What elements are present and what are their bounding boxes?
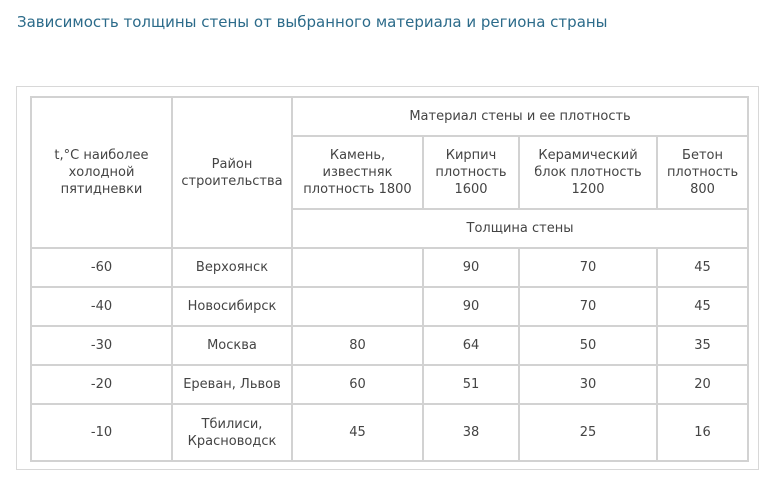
region-cell: Ереван, Львов xyxy=(172,365,292,404)
stone-cell xyxy=(292,287,423,326)
concrete-cell: 35 xyxy=(657,326,748,365)
concrete-cell: 45 xyxy=(657,248,748,287)
brick-cell: 51 xyxy=(423,365,519,404)
page-title: Зависимость толщины стены от выбранного материала и региона страны xyxy=(17,13,608,31)
stone-cell: 60 xyxy=(292,365,423,404)
table-row xyxy=(31,404,748,461)
ceramic-cell: 70 xyxy=(519,248,657,287)
stone-cell xyxy=(292,248,423,287)
temp-cell: -60 xyxy=(31,248,172,287)
concrete-cell: 20 xyxy=(657,365,748,404)
thickness-group-header: Толщина стены xyxy=(292,209,748,248)
material-header-stone: Камень, известняк плотность 1800 xyxy=(292,136,423,209)
material-header-ceramic: Керамический блок плотность 1200 xyxy=(519,136,657,209)
table-row xyxy=(31,248,748,287)
table-row xyxy=(31,287,748,326)
ceramic-cell: 50 xyxy=(519,326,657,365)
temp-cell: -30 xyxy=(31,326,172,365)
temp-column-header: t,°С наиболее холодной пятидневки xyxy=(31,97,172,248)
brick-cell: 38 xyxy=(423,404,519,461)
region-cell: Москва xyxy=(172,326,292,365)
ceramic-cell: 30 xyxy=(519,365,657,404)
ceramic-cell: 70 xyxy=(519,287,657,326)
concrete-cell: 45 xyxy=(657,287,748,326)
temp-cell: -40 xyxy=(31,287,172,326)
region-cell: Тбилиси, Красноводск xyxy=(172,404,292,461)
brick-cell: 90 xyxy=(423,248,519,287)
temp-cell: -10 xyxy=(31,404,172,461)
region-cell: Верхоянск xyxy=(172,248,292,287)
brick-cell: 64 xyxy=(423,326,519,365)
concrete-cell: 16 xyxy=(657,404,748,461)
header-row xyxy=(31,97,748,136)
ceramic-cell: 25 xyxy=(519,404,657,461)
material-header-concrete: Бетон плотность 800 xyxy=(657,136,748,209)
region-cell: Новосибирск xyxy=(172,287,292,326)
temp-cell: -20 xyxy=(31,365,172,404)
stone-cell: 80 xyxy=(292,326,423,365)
material-group-header: Материал стены и ее плотность xyxy=(292,97,748,136)
stone-cell: 45 xyxy=(292,404,423,461)
material-header-brick: Кирпич плотность 1600 xyxy=(423,136,519,209)
wall-thickness-table xyxy=(30,96,749,462)
brick-cell: 90 xyxy=(423,287,519,326)
table-row xyxy=(31,365,748,404)
region-column-header: Район строительства xyxy=(172,97,292,248)
table-row xyxy=(31,326,748,365)
